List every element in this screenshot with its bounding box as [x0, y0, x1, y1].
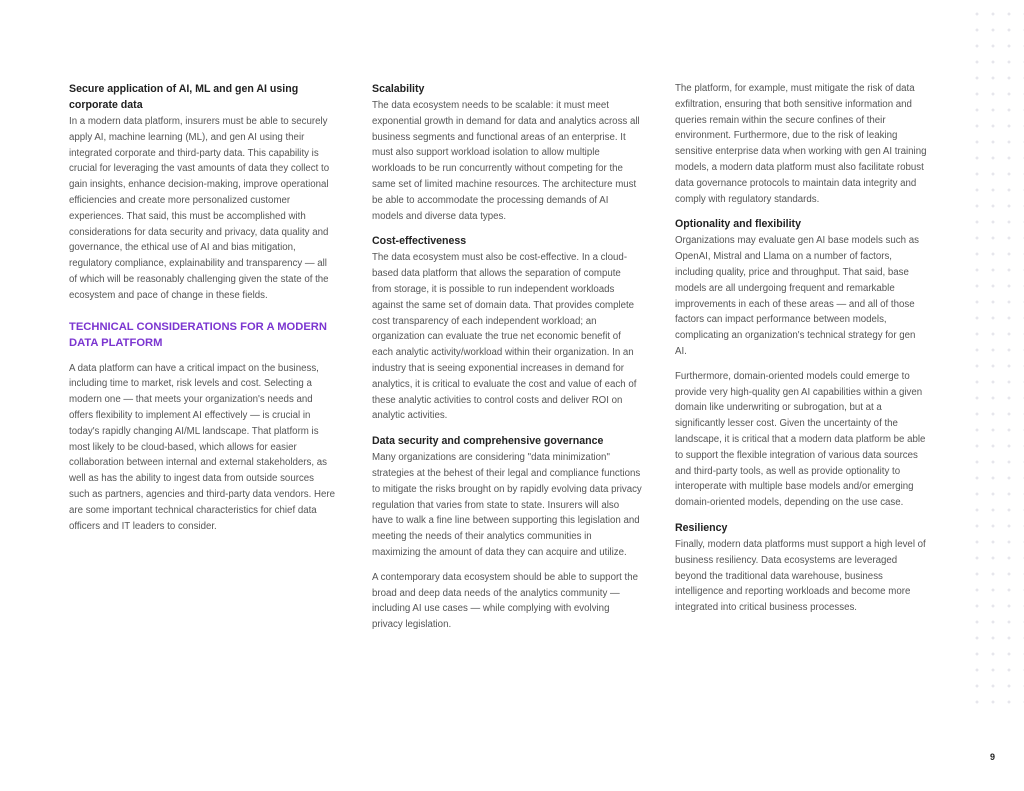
section-title-secure-application: Secure application of AI, ML and gen AI using corporate data [69, 83, 299, 111]
paragraph-data-security-1: Many organizations are considering "data minimization" strategies at the behest of their legal and compliance functions to mitigate the risks brought on by rapidly evolving data privacy regulation that varies from state to state. Insurers will also have to walk a fine line between supporting this legislation and meeting the needs of their analytics communities in maximizing the amount of data they can acquire and utilize. [372, 452, 642, 558]
section-title-cost-effectiveness: Cost-effectiveness [372, 235, 467, 248]
section-resiliency [675, 520, 927, 616]
paragraph-data-security-2: A contemporary data ecosystem should be able to support the broad and deep data needs of the analytics community — including AI use cases — while complying with evolving privacy legislation. [372, 571, 639, 631]
paragraph-cost-effectiveness: The data ecosystem must also be cost-effective. In a cloud-based data platform that allows the separation of compute from storage, it is possible to run independent workloads against the same set of domain data. That provides complete cost transparency of each independent workload; an organization can evaluate the true net economic benefit of each analytic activity/workload within their organization. In an industry that is seeing exponential increases in demand for analytics, it is critical to evaluate the cost and value of each of these analytic activities to control costs and deliver ROI on analytic activities. [372, 252, 637, 422]
decorative-dot-grid [969, 6, 1024, 706]
paragraph-secure-application: In a modern data platform, insurers must be able to securely apply AI, machine learning (ML), and gen AI using their integrated corporate and third-party data. This capability is crucial for leveraging the vast amounts of data they collect to gain insights, enhance decision-making, improve operational efficiencies and create more personalized customer experiences. That said, this must be accomplished with considerations for data security and privacy, data quality and governance, the ethical use of AI and bias mitigation, regulatory compliance, explainability and transparency — all of which will be reasonably challenging given the state of the ecosystem and pace of change in these fields. [69, 116, 330, 301]
section-title-resiliency: Resiliency [675, 521, 728, 534]
section-title-data-security: Data security and comprehensive governance [372, 435, 604, 448]
paragraph-technical-considerations: A data platform can have a critical impact on the business, including time to market, risk levels and cost. Selecting a modern one — that meets your organization's needs and offers flexibility to implement AI effectively — is crucial in today's rapidly changing AI/ML landscape. That platform is most likely to be cloud-based, which allows for easier collaboration between internal and external stakeholders, as well as has the ability to ingest data from outside sources such as partners, agencies and third-party data vendors. Here are some important technical characteristics for chief data officers and IT leaders to consider. [69, 362, 336, 532]
column-left [69, 81, 337, 543]
paragraph-resiliency: Finally, modern data platforms must support a high level of business resiliency. Data ecosystems are leveraged beyond the traditional data warehouse, business intelligence and reporting workloads and become more integrated into critical business processes. [675, 538, 926, 614]
paragraph-intro: The platform, for example, must mitigate the risk of data exfiltration, ensuring that both sensitive information and queries remain within the secure confines of their environment. Furthermore, due to the risk of leaking sensitive enterprise data when working with gen AI training models, a modern data platform must also facilitate robust data governance protocols to maintain data integrity and comply with regulatory standards. [675, 83, 927, 205]
section-title-optionality: Optionality and flexibility [675, 218, 801, 231]
paragraph-optionality-1: Organizations may evaluate gen AI base models such as OpenAI, Mistral and Llama on a number of factors, including quality, price and throughput. That said, base models are all undergoing frequent and remarkable improvements in each of these areas — and all of those factors can impact performance between models, complicating an organization's technical strategy for gen AI. [675, 235, 919, 357]
section-optionality [675, 216, 927, 511]
section-data-security [372, 433, 642, 633]
section-scalability [372, 81, 642, 224]
paragraph-scalability: The data ecosystem needs to be scalable: it must meet exponential growth in demand for data and analytics across all business segments and functional areas of an enterprise. It must also support workload isolation to allow multiple workloads to be run concurrently without competing for the same set of limited machine resources. The architecture must be able to accommodate the processing demands of AI models and diverse data types. [372, 100, 640, 222]
section-secure-application [69, 81, 337, 304]
section-cost-effectiveness [372, 233, 642, 424]
page-number: 9 [990, 752, 996, 762]
column-right [675, 81, 927, 625]
section-title-scalability: Scalability [372, 83, 425, 95]
heading-technical-considerations: TECHNICAL CONSIDERATIONS FOR A MODERN DATA PLATFORM [69, 320, 327, 349]
column-middle [372, 81, 642, 642]
section-intro [675, 81, 927, 207]
paragraph-optionality-2: Furthermore, domain-oriented models could emerge to provide very high-quality gen AI capabilities within a given domain like underwriting or subrogation, but at a significantly lesser cost. Given the uncertainty of the landscape, it is critical that a modern data platform be able to support the flexible integration of various data sources and third-party tools, as well as provide optionality to interoperate with multiple base models and/or emerging domain-oriented models, depending on the use case. [675, 370, 926, 509]
